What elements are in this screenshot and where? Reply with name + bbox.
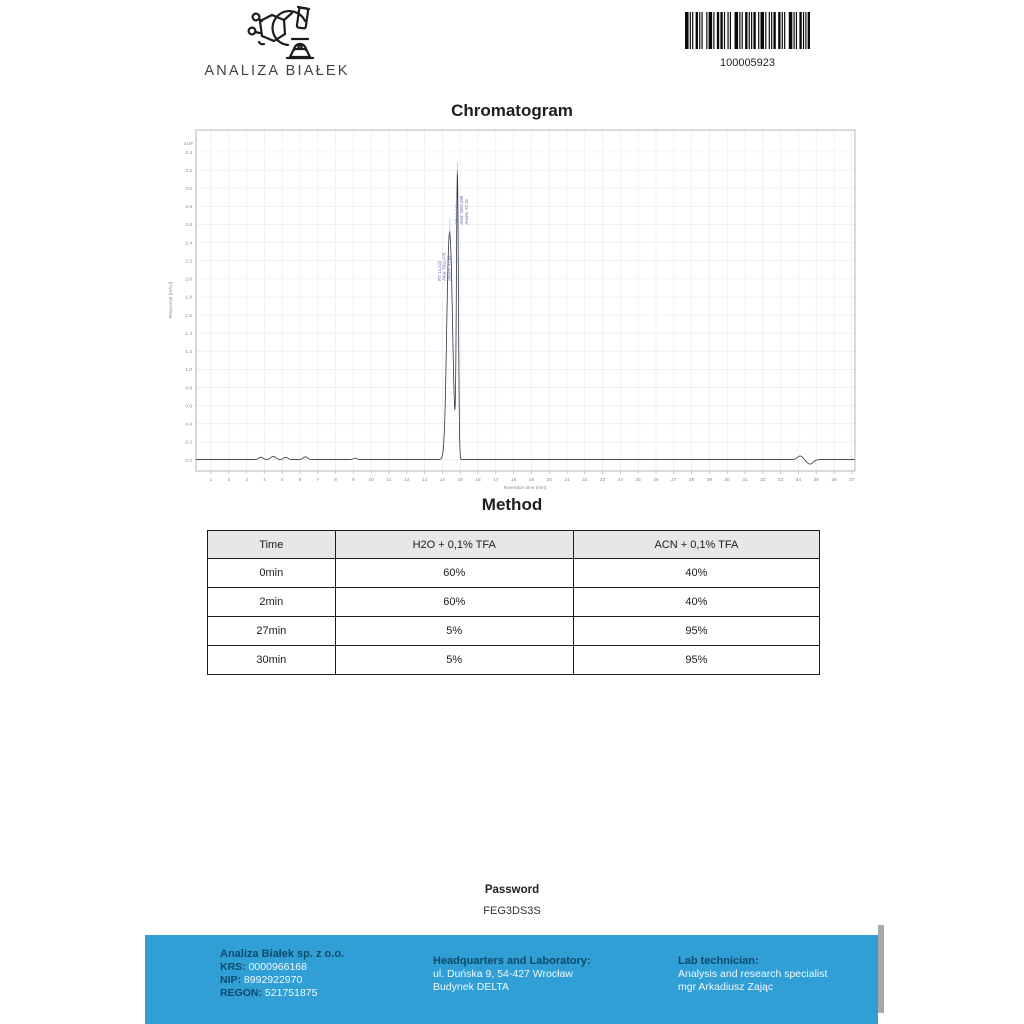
barcode [685,12,810,69]
y-tick-label: 2.4 [185,241,192,247]
logo-company-name: ANALIZA BIAŁEK [204,63,350,79]
y-tick-label: 0.0 [185,458,192,464]
table-row [208,617,820,646]
table-column-header: H2O + 0,1% TFA [335,531,573,559]
table-row [208,646,820,675]
table-cell: 27min [208,617,336,646]
x-tick-label: 23 [599,478,606,483]
y-tick-label: 1.0 [185,368,192,374]
peak-annotation: Area%: 52,18 [464,199,470,225]
x-tick-label: 29 [706,478,713,483]
y-tick-label: 1.8 [185,295,192,301]
table-cell: 40% [573,588,819,617]
footer-technician-name: mgr Arkadiusz Zając [678,981,774,993]
molecule-microscope-logo-icon [232,5,324,63]
x-tick-label: 3 [245,478,248,483]
y-tick-label: 0.2 [185,440,192,446]
x-tick-label: 16 [475,478,481,483]
plot-area [196,130,855,471]
x-tick-label: 9 [352,478,355,483]
table-cell: 95% [573,646,819,675]
y-tick-label: 2.2 [185,259,192,265]
table-cell: 5% [335,617,573,646]
peak-annotation: Area: 3911,478 [441,252,447,281]
footer-technician-title: Lab technician: [678,955,759,967]
peak-annotation: Area: 3064,498 [459,195,465,225]
barcode-bars [685,12,810,49]
peak-annotation: Area%: 47,86 [446,255,452,281]
table-row [208,559,820,588]
table-cell: 30min [208,646,336,675]
table-cell: 40% [573,559,819,588]
y-tick-label: 0.8 [185,386,192,392]
x-axis-label: Retention time [min] [503,486,547,491]
y-tick-label: 3.4 [185,150,192,156]
method-gradient-table [207,530,820,675]
x-tick-label: 36 [831,478,837,483]
x-tick-label: 35 [813,478,819,483]
y-tick-label: 0.6 [185,404,192,410]
x-tick-label: 7 [316,478,320,483]
footer-technician-block [678,955,827,994]
x-tick-label: 20 [546,478,552,483]
footer-hq-address: ul. Duńska 9, 54-427 Wrocław [433,968,573,980]
chromatogram-title: Chromatogram [451,101,573,120]
footer-hq-block [433,955,591,994]
table-cell: 60% [335,588,573,617]
footer-hq-building: Budynek DELTA [433,981,510,993]
footer-bar [145,935,878,1024]
table-column-header: Time [208,531,336,559]
x-tick-label: 11 [386,478,392,483]
x-tick-label: 28 [688,478,695,483]
y-tick-label: 3.0 [185,187,192,192]
x-tick-label: 37 [849,478,855,483]
footer-krs-line: KRS: 0000966168 [220,961,307,973]
footer-company-block [220,948,344,1000]
x-tick-label: 22 [582,478,588,483]
footer-regon-line: REGON: 521751875 [220,987,318,999]
y-tick-label: 0.4 [185,422,192,428]
y-scale-label: x10² [183,142,193,147]
x-tick-label: 27 [671,478,677,483]
y-tick-label: 2.0 [185,277,192,283]
peak-annotation: RT: 14,843 [454,204,460,225]
x-tick-label: 1 [209,478,213,483]
x-tick-label: 24 [617,478,624,483]
x-tick-label: 8 [334,478,337,483]
x-tick-label: 13 [421,478,428,483]
x-tick-label: 18 [510,478,517,483]
x-tick-label: 6 [298,478,302,483]
x-tick-label: 17 [493,478,499,483]
table-cell: 95% [573,617,819,646]
footer-hq-title: Headquarters and Laboratory: [433,955,591,967]
x-tick-label: 33 [777,478,784,483]
x-tick-label: 15 [457,478,463,483]
x-tick-label: 2 [227,478,231,483]
table-row [208,588,820,617]
footer-nip-line: NIP: 8992922970 [220,974,303,986]
y-tick-label: 1.6 [185,313,192,319]
x-tick-label: 34 [795,478,802,483]
x-tick-label: 31 [742,478,748,483]
x-tick-label: 32 [760,478,766,483]
table-column-header: ACN + 0,1% TFA [573,531,819,559]
footer-company-name: Analiza Białek sp. z o.o. [220,948,345,960]
x-tick-label: 21 [564,478,570,483]
x-tick-label: 30 [724,478,730,483]
chromatogram-chart [160,129,860,497]
page-edge-shadow [878,925,884,1013]
x-tick-label: 12 [404,478,410,483]
x-tick-label: 10 [368,478,374,483]
method-title: Method [481,495,543,514]
y-tick-label: 3.2 [185,168,192,174]
y-tick-label: 2.8 [185,205,192,211]
y-tick-label: 1.4 [185,331,192,337]
y-axis-label: Response [mAU] [169,281,174,319]
table-header-row [208,531,820,559]
x-tick-label: 26 [653,478,659,483]
y-tick-label: 1.2 [185,350,192,356]
table-cell: 0min [208,559,336,588]
x-tick-label: 14 [439,478,446,483]
password-value: FEG3DS3S [483,905,541,917]
y-tick-label: 2.6 [185,223,192,229]
x-tick-label: 4 [263,478,266,483]
x-tick-label: 19 [528,478,535,483]
peak-annotation: RT: 14,422 [436,260,442,281]
table-cell: 60% [335,559,573,588]
x-tick-label: 5 [280,478,284,483]
x-tick-label: 25 [635,478,641,483]
password-label: Password [484,884,540,896]
footer-technician-role: Analysis and research specialist [678,968,828,980]
barcode-number: 100005923 [719,57,776,69]
table-cell: 5% [335,646,573,675]
table-cell: 2min [208,588,336,617]
